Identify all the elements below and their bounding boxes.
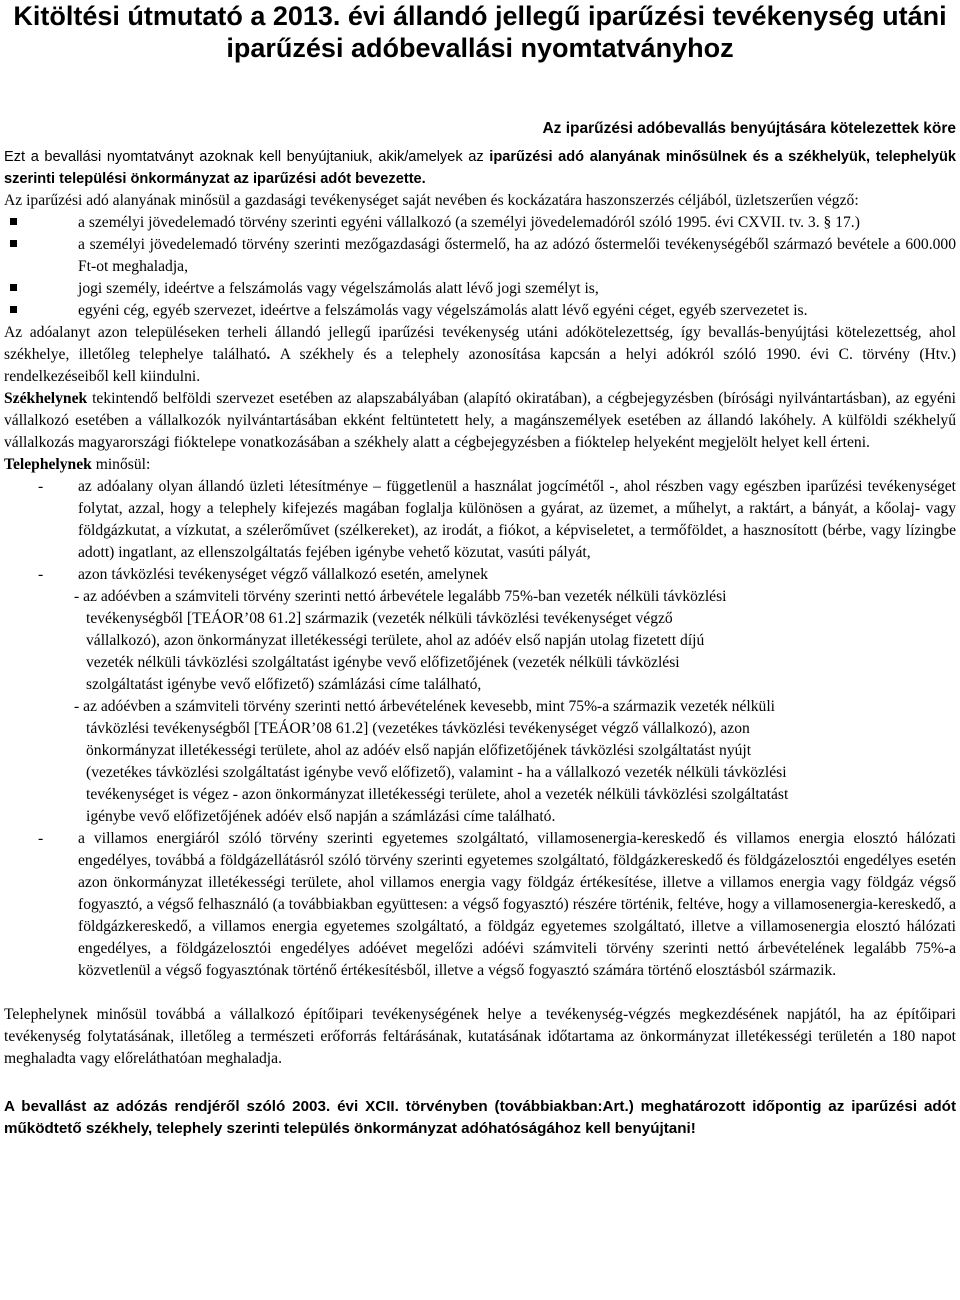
sub-line: tevékenységet is végez - azon önkormányzat illetékességi területe, ahol a vezeték nélküli távközlési szolgáltatást xyxy=(86,786,789,803)
sub-line: vállalkozó), azon önkormányzat illetékességi területe, ahol az adóév első napján utolag fizetett díjú xyxy=(86,632,705,649)
spacer xyxy=(4,1070,956,1082)
sub-line: - az adóévben a számviteli törvény szerinti nettó árbevétele legalább 75%-ban vezeték nélküli távközlési xyxy=(74,588,727,605)
submission-note: A bevallást az adózás rendjéről szóló 2003. évi XCII. törvényben (továbbiakban:Art.) meghatározott időpontig az iparűzési adót működtető székhely, telephely szerinti település önkormányzat adóhatóságához kell benyújtani! xyxy=(4,1098,956,1137)
sub-line: vezeték nélküli távközlési szolgáltatást igénybe vevő előfizetőjének (vezeték nélküli távközlési xyxy=(86,654,680,671)
telephely-list xyxy=(4,476,956,586)
subject-definition: Az iparűzési adó alanyának minősül a gazdasági tevékenységet saját nevében és kockázatára haszonszerzés céljából, üzletszerűen végző: xyxy=(4,192,859,209)
obligation-text: Az adóalanyt azon településeken terheli állandó jellegű iparűzési tevékenység utáni adókötelezettség, így bevallás-benyújtási kötelezettség, ahol székhelye, illetőleg telephelye található xyxy=(4,324,956,363)
sub-line: - az adóévben a számviteli törvény szerinti nettó árbevételének kevesebb, mint 75%-a származik vezeték nélküli xyxy=(74,698,775,715)
intro-bold-text: iparűzési adó alanyának minősülnek és a székhelyük, telephelyük szerinti települési önkormányzat az iparűzési adót bevezette. xyxy=(4,149,956,187)
obligation-paragraph xyxy=(4,322,956,388)
section-heading: Az iparűzési adóbevallás benyújtására kötelezettek köre xyxy=(542,120,956,137)
telephely-extra-term: Telephelynek xyxy=(4,1006,88,1023)
szekhely-text: tekintendő belföldi szervezet esetében az alapszabályában (alapító okiratában), a cégbejegyzésben (bírósági nyilvántartásban), az egyéni vállalkozó esetében a vállalkozók nyilvántartásában ekként feltüntetett hely, a magánszemélyek esetében az állandó lakóhely. A külföldi székhelyű vállalkozás magyarországi fióktelepe vonatkozásában a székhely alatt a cégbejegyzésben a fióktelep helyeként megjelölt helyet kell érteni. xyxy=(4,390,956,451)
obligation-period: . xyxy=(266,346,280,363)
square-bullet-icon xyxy=(10,284,17,291)
list-item-text: egyéni cég, egyéb szervezet, ideértve a felszámolás vagy végelszámolás alatt lévő egyéni céget, egyéb szervezetet is. xyxy=(78,302,808,319)
intro-text: Ezt a bevallási nyomtatványt azoknak kell benyújtaniuk, akik/amelyek az xyxy=(4,149,490,165)
list-item xyxy=(4,234,956,278)
page-title: Kitöltési útmutató a 2013. évi állandó jellegű iparűzési tevékenység utáni iparűzési adóbevallási nyomtatványhoz xyxy=(13,1,947,63)
intro-paragraph xyxy=(4,146,956,190)
telephely-term: Telephelynek xyxy=(4,456,92,473)
szekhely-term: Székhelynek xyxy=(4,390,88,407)
sub-line: igénybe vevő előfizetőjének adóév első napján a számlázási címe található. xyxy=(86,808,556,825)
square-bullet-icon xyxy=(10,218,17,225)
telephely-heading xyxy=(4,454,956,476)
list-item-text: azon távközlési tevékenységet végző vállalkozó esetén, amelynek xyxy=(78,566,489,583)
sub-line: tevékenységből [TEÁOR’08 61.2] származik (vezeték nélküli távközlési tevékenységet végző xyxy=(86,610,673,627)
sub-line: (vezetékes távközlési szolgáltatást igénybe vevő előfizető), valamint - ha a vállalkozó vezeték nélküli távközlési xyxy=(86,764,787,781)
telephely-list-cont xyxy=(4,828,956,982)
list-item-text: a személyi jövedelemadó törvény szerinti mezőgazdasági őstermelő, ha az adózó őstermelői tevékenységéből származó bevétele a 600.000 Ft-ot meghaladja, xyxy=(78,236,956,275)
szekhely-paragraph xyxy=(4,388,956,454)
telephely-extra-text: minősül továbbá a vállalkozó építőipari tevékenységének helye a tevékenység-végzés megkezdésének napjától, ha az építőipari tevékenység folytatásának, illetőleg a természeti erőforrás feltárásának, kutatásának időtartama az önkormányzat illetékességi területén a 180 napot meghaladta vagy előreláthatóan meghaladja. xyxy=(4,1006,956,1067)
telecom-sublist xyxy=(4,586,956,828)
telephely-extra-paragraph xyxy=(4,1004,956,1070)
dash-bullet: - xyxy=(38,478,44,495)
list-item-text: jogi személy, ideértve a felszámolás vagy végelszámolás alatt lévő jogi személyt is, xyxy=(78,280,599,297)
sub-line: távközlési tevékenységből [TEÁOR’08 61.2] (vezetékes távközlési tevékenységet végző vállalkozó), azon xyxy=(86,720,750,737)
list-item-text: az adóalany olyan állandó üzleti létesítménye – függetlenül a használat jogcímétől -, ahol részben vagy egészben iparűzési tevékenységet folytat, azzal, hogy a telephely kifejezés magában foglalja különösen a gyárat, az üzemet, a műhelyt, a raktárt, a bányát, a kőolaj- vagy földgázkutat, a vízkutat, a szélerőművet (szélkereket), az irodát, a fiókot, a képviseletet, a termőföldet, a hasznosított (bérbe, vagy lízingbe adott) ingatlant, az ellenszolgáltatás fejében igénybe vehető közutat, vasúti pályát, xyxy=(78,478,956,561)
sub-line: szolgáltatást igénybe vevő előfizető) számlázási címe található, xyxy=(86,676,482,693)
square-bullet-icon xyxy=(10,306,17,313)
list-item-text: a személyi jövedelemadó törvény szerinti egyéni vállalkozó (a személyi jövedelemadóról szóló 1995. évi CXVII. tv. 3. § 17.) xyxy=(78,214,860,231)
spacer xyxy=(4,982,956,1004)
obligation-text-cont: A székhely és a telephely azonosítása kapcsán a helyi adókról szóló 1990. évi C. törvény (Htv.) rendelkezéseiből kell kiindulni. xyxy=(4,346,957,385)
dash-bullet: - xyxy=(38,830,44,847)
square-bullet-icon xyxy=(10,240,17,247)
list-item-text: a villamos energiáról szóló törvény szerinti egyetemes szolgáltató, villamosenergia-kereskedő és villamos energia elosztó hálózati engedélyes, továbbá a földgázellátásról szóló törvény szerinti egyetemes szolgáltató, földgázkereskedő és földgázelosztói engedélyes esetén azon önkormányzat illetékességi területe, ahol villamos energia vagy földgáz értékesítése, illetve a villamos energia vagy földgáz végső fogyasztó, a végső felhasználó (a továbbiakban együttesen: a végső fogyasztó) részére történik, feltéve, hogy a villamosenergia-kereskedő, a földgázkereskedő, a villamos energia egyetemes szolgáltató, a földgáz egyetemes szolgáltató, illetve a villamosenergia elosztó hálózati engedélyes, a földgázelosztói engedélyes adóévet megelőzi adóévi számviteli törvény szerinti nettó árbevételének legalább 75%-a közvetlenül a végső fogyasztónak történő értékesítésből, illetve a végső fogyasztó számára történő elosztásból származik. xyxy=(78,830,956,979)
list-item xyxy=(4,828,956,982)
list-item xyxy=(4,212,956,234)
dash-bullet: - xyxy=(38,566,44,583)
list-item xyxy=(4,476,956,564)
list-item xyxy=(4,278,956,300)
list-item xyxy=(4,300,956,322)
sub-line: önkormányzat illetékességi területe, ahol az adóév első napján előfizetőjének távközlési szolgáltatást nyújt xyxy=(86,742,752,759)
list-item xyxy=(4,564,956,586)
telephely-text: minősül: xyxy=(91,456,151,473)
subject-list xyxy=(4,212,956,322)
